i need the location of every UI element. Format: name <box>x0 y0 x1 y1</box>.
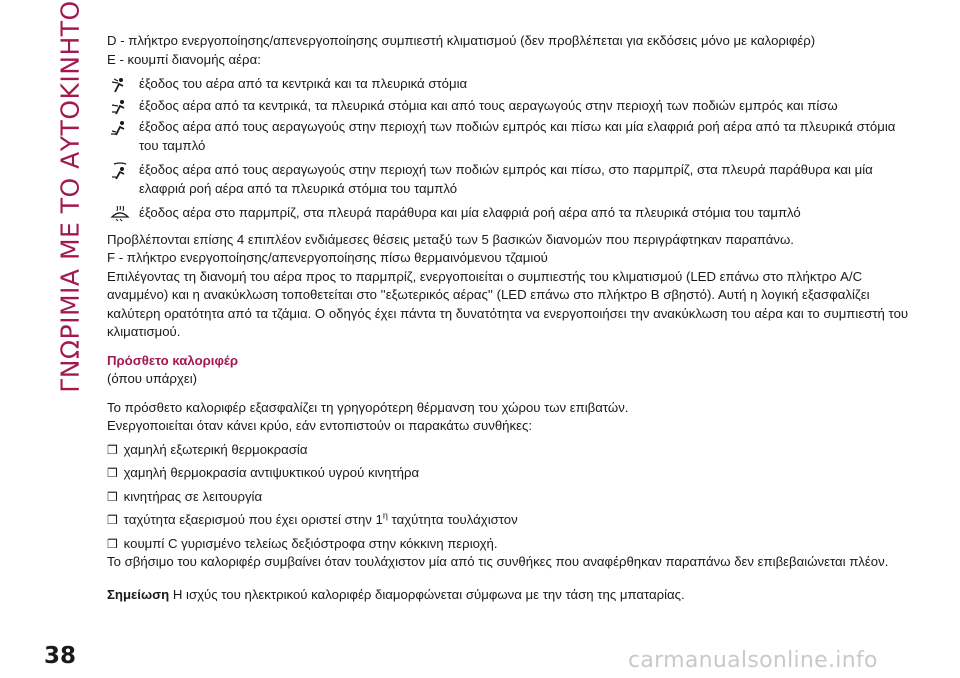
condition-text: χαμηλή θερμοκρασία αντιψυκτικού υγρού κινητήρα <box>123 465 420 480</box>
heater-conditions-intro: Ενεργοποιείται όταν κάνει κρύο, εάν εντοπιστούν οι παρακάτω συνθήκες: <box>107 418 533 433</box>
condition-item <box>107 464 912 483</box>
note-label: Σημείωση <box>107 586 170 602</box>
checkbox-bullet-icon: ❒ <box>107 442 118 457</box>
distribution-mode-5 <box>107 204 912 223</box>
condition-item <box>107 535 912 554</box>
intermediate-positions-text: Προβλέπονται επίσης 4 επιπλέον ενδιάμεσες θέσεις μεταξύ των 5 βασικών διανομών που περιγράφτηκαν παραπάνω. <box>107 231 794 247</box>
heater-intro-paragraph: Το πρόσθετο καλοριφέρ εξασφαλίζει τη γρηγορότερη θέρμανση του χώρου των επιβατών. <box>107 399 629 415</box>
air-feet-windshield-icon <box>110 162 130 179</box>
distribution-mode-3 <box>107 118 912 155</box>
condition-item <box>107 511 912 530</box>
ordinal-suffix: η <box>382 510 388 521</box>
checkbox-bullet-icon: ❒ <box>107 466 118 480</box>
condition-text-end: ταχύτητα τουλάχιστον <box>387 512 518 527</box>
page-number: 38 <box>44 643 77 669</box>
section-subtitle: (όπου υπάρχει) <box>107 371 198 386</box>
d-button-description: D - πλήκτρο ενεργοποίησης/απενεργοποίησης συμπιεστή κλιματισμού (δεν προβλέπεται για εκδόσεις μόνο με καλοριφέρ) <box>107 33 816 48</box>
condition-item <box>107 441 912 460</box>
heater-off-paragraph: Το σβήσιμο του καλοριφέρ συμβαίνει όταν τουλάχιστον μία από τις συνθήκες που αναφέρθηκαν παραπάνω δεν επιβεβαιώνεται πλέον. <box>107 554 889 569</box>
f-button-description: F - πλήκτρο ενεργοποίησης/απενεργοποίησης πίσω θερμαινόμενου τζαμιού <box>107 250 548 265</box>
checkbox-bullet-icon: ❒ <box>107 513 118 527</box>
mode-text: έξοδος αέρα από τους αεραγωγούς στην περιοχή των ποδιών εμπρός και πίσω, στο παρμπρίζ, στα πλευρά παράθυρα και μία ελαφριά ροή αέρα από τα πλευρικά στόμια του ταμπλό <box>139 162 873 196</box>
mode-text: έξοδος αέρα από τους αεραγωγούς στην περιοχή των ποδιών εμπρός και πίσω και μία ελαφριά ροή αέρα από τα πλευρικά στόμια του ταμπλό <box>139 119 896 153</box>
checkbox-bullet-icon: ❒ <box>107 489 118 504</box>
e-knob-description: E - κουμπί διανομής αέρα: <box>107 51 261 67</box>
air-vent-center-side-icon <box>110 76 130 93</box>
air-feet-icon <box>110 119 130 136</box>
distribution-mode-4 <box>107 161 912 198</box>
mode-text: έξοδος του αέρα από τα κεντρικά και τα πλευρικά στόμια <box>139 76 468 91</box>
section-title-heater: Πρόσθετο καλοριφέρ <box>107 352 238 368</box>
condition-item <box>107 488 912 507</box>
chapter-title-text: ΓΝΩΡΙΜΙΑ ΜΕ ΤΟ ΑΥΤΟΚΙΝΗΤΟ <box>55 0 85 393</box>
checkbox-bullet-icon: ❒ <box>107 536 118 551</box>
air-vent-center-side-feet-icon <box>110 98 130 115</box>
condition-text: χαμηλή εξωτερική θερμοκρασία <box>123 441 308 457</box>
note-paragraph <box>107 586 912 605</box>
condition-text: ταχύτητα εξαερισμού που έχει οριστεί στην 1 <box>123 512 383 527</box>
mode-text: έξοδος αέρα στο παρμπρίζ, στα πλευρά παράθυρα και μία ελαφριά ροή αέρα από τα πλευρικά στόμια του ταμπλό <box>139 205 801 220</box>
windshield-logic-paragraph: Επιλέγοντας τη διανομή του αέρα προς το παρμπρίζ, ενεργοποιείται ο συμπιεστής του κλιματισμού (LED επάνω στο πλήκτρο A/C αναμμένο) και η ανακύκλωση τοποθετείται στο ''εξωτερικός αέρας'' (LED επάνω στο πλήκτρο B σβηστό). Αυτή η λογική εξασφαλίζει καλύτερη ορατότητα από τα τζάμια. Ο οδηγός έχει πάντα τη δυνατότητα να ενεργοποιήσει την ανακύκλωση του αέρα και το συμπιεστή του κλιματισμού. <box>107 268 909 339</box>
condition-text: κουμπί C γυρισμένο τελείως δεξιόστροφα στην κόκκινη περιοχή. <box>123 535 498 551</box>
condition-text: κινητήρας σε λειτουργία <box>123 488 263 504</box>
page-content <box>107 32 912 604</box>
windshield-defrost-icon <box>110 205 130 222</box>
note-text: Η ισχύς του ηλεκτρικού καλοριφέρ διαμορφώνεται σύμφωνα με την τάση της μπαταρίας. <box>169 586 685 602</box>
distribution-mode-1 <box>107 75 912 94</box>
distribution-mode-2 <box>107 97 912 116</box>
chapter-side-title <box>55 0 85 393</box>
mode-text: έξοδος αέρα από τα κεντρικά, τα πλευρικά στόμια και από τους αεραγωγούς στην περιοχή των ποδιών εμπρός και πίσω <box>139 97 838 113</box>
watermark: carmanualsonline.info <box>628 648 878 673</box>
